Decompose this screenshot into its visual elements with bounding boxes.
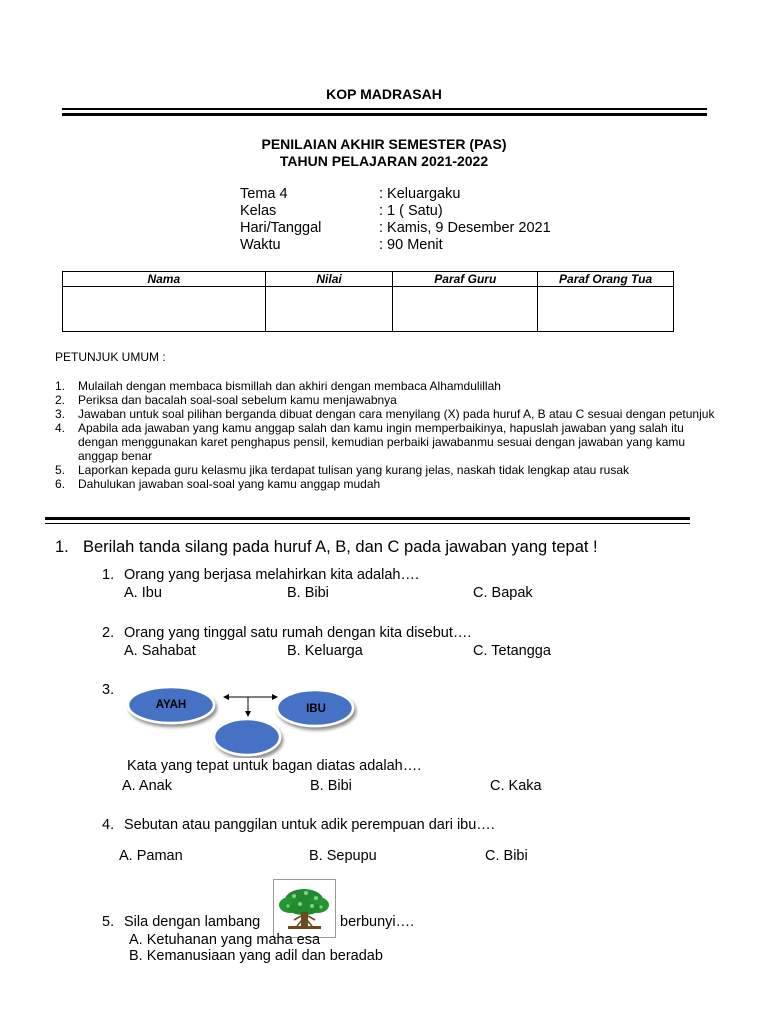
exam-title: PENILAIAN AKHIR SEMESTER (PAS) (261, 136, 507, 152)
question-5 (102, 914, 260, 930)
list-item-number: 4. (55, 421, 66, 435)
info-label-waktu: Waktu (240, 237, 281, 253)
list-item (55, 477, 720, 491)
cell-paraf-orang-tua[interactable] (538, 287, 674, 332)
family-diagram-svg (126, 684, 366, 758)
header-paraf-orang-tua: Paraf Orang Tua (538, 272, 674, 287)
node-ibu-label: IBU (306, 703, 326, 715)
option-c[interactable]: C. Bibi (485, 848, 528, 864)
cell-nilai[interactable] (265, 287, 393, 332)
option-a[interactable]: A. Paman (119, 848, 183, 864)
header-nilai: Nilai (265, 272, 393, 287)
question-1 (102, 567, 419, 583)
banyan-tree-icon (273, 879, 336, 938)
option-a[interactable]: A. Ibu (124, 585, 162, 601)
info-value-waktu: : 90 Menit (379, 237, 443, 253)
header-nama: Nama (63, 272, 266, 287)
question-number: 2. (102, 625, 115, 641)
option-b[interactable]: B. Bibi (310, 778, 352, 794)
section-number: 1. (55, 538, 69, 556)
score-table (62, 271, 674, 332)
info-label-tema: Tema 4 (240, 186, 288, 202)
arrowhead-left-icon (223, 694, 229, 700)
list-item-text: Jawaban untuk soal pilihan berganda dibuat dengan cara menyilang (X) pada huruf A, B atau C sesuai dengan petunjuk (78, 407, 715, 421)
list-item (55, 407, 720, 421)
node-ayah-label: AYAH (155, 699, 187, 711)
option-b[interactable]: B. Sepupu (309, 848, 377, 864)
option-a[interactable]: A. Sahabat (124, 643, 196, 659)
list-item-number: 1. (55, 379, 66, 393)
list-item-number: 2. (55, 393, 66, 407)
cell-paraf-guru[interactable] (393, 287, 538, 332)
info-value-tanggal: : Kamis, 9 Desember 2021 (379, 220, 551, 236)
question-5-text-after: berbunyi…. (340, 914, 415, 930)
option-a[interactable]: A. Anak (122, 778, 172, 794)
question-3-number: 3. (102, 682, 115, 698)
banyan-tree-svg (274, 880, 335, 937)
family-diagram (126, 684, 366, 758)
question-number: 4. (102, 817, 115, 833)
list-item-text: Laporkan kepada guru kelasmu jika terdapat tulisan yang kurang jelas, naskah tidak lengkap atau rusak (78, 463, 630, 477)
question-3-text: Kata yang tepat untuk bagan diatas adalah…. (127, 758, 422, 774)
list-item-text: Apabila ada jawaban yang kamu anggap salah dan kamu ingin memperbaikinya, hapuslah jawaban yang salah itu dengan menggunakan karet penghapus pensil, kemudian perbaiki jawabanmu sesuai dengan jawaban yang kamu anggap benar (78, 421, 686, 463)
section-instruction-text: Berilah tanda silang pada huruf A, B, dan C pada jawaban yang tepat ! (83, 538, 598, 556)
option-b[interactable]: B. Keluarga (287, 643, 363, 659)
arrowhead-down-icon (245, 711, 251, 717)
info-value-kelas: : 1 ( Satu) (379, 203, 443, 219)
list-item-text: Mulailah dengan membaca bismillah dan akhiri dengan membaca Alhamdulillah (78, 379, 501, 393)
section-divider-thick (45, 517, 690, 520)
cell-nama[interactable] (63, 287, 266, 332)
question-number: 1. (102, 567, 115, 583)
kop-madrasah: KOP MADRASAH (326, 86, 442, 102)
score-table-header (63, 272, 674, 287)
question-number: 5. (102, 914, 115, 930)
list-item-number: 3. (55, 407, 66, 421)
section-instruction (55, 538, 598, 557)
question-text: Orang yang tinggal satu rumah dengan kita disebut…. (124, 625, 472, 641)
petunjuk-list (55, 379, 720, 491)
option-a[interactable]: A. Ketuhanan yang maha esa (129, 932, 321, 948)
header-paraf-guru: Paraf Guru (393, 272, 538, 287)
list-item (55, 393, 720, 407)
question-4 (102, 817, 495, 833)
info-value-tema: : Keluargaku (379, 186, 461, 202)
list-item (55, 463, 720, 477)
list-item-number: 5. (55, 463, 66, 477)
exam-year: TAHUN PELAJARAN 2021-2022 (279, 153, 489, 169)
question-text: Sebutan atau panggilan untuk adik perempuan dari ibu…. (124, 817, 495, 833)
info-label-tanggal: Hari/Tanggal (240, 220, 322, 236)
list-item-text: Dahulukan jawaban soal-soal yang kamu anggap mudah (78, 477, 381, 491)
header-divider-thick (62, 113, 707, 116)
list-item-text: Periksa dan bacalah soal-soal sebelum kamu menjawabnya (78, 393, 397, 407)
option-c[interactable]: C. Bapak (473, 585, 533, 601)
question-text: Orang yang berjasa melahirkan kita adalah…. (124, 567, 419, 583)
node-anak-blank (214, 719, 280, 755)
option-b[interactable]: B. Bibi (287, 585, 329, 601)
list-item (55, 379, 720, 393)
option-b[interactable]: B. Kemanusiaan yang adil dan beradab (129, 948, 383, 964)
arrowhead-right-icon (272, 694, 278, 700)
petunjuk-heading: PETUNJUK UMUM : (55, 350, 166, 364)
option-c[interactable]: C. Tetangga (473, 643, 551, 659)
option-c[interactable]: C. Kaka (490, 778, 542, 794)
question-2 (102, 625, 471, 641)
score-table-row (63, 287, 674, 332)
header-divider (62, 108, 707, 110)
list-item (55, 421, 720, 463)
list-item-number: 6. (55, 477, 66, 491)
section-divider (45, 523, 690, 524)
info-label-kelas: Kelas (240, 203, 277, 219)
question-text: Sila dengan lambang (124, 914, 261, 930)
